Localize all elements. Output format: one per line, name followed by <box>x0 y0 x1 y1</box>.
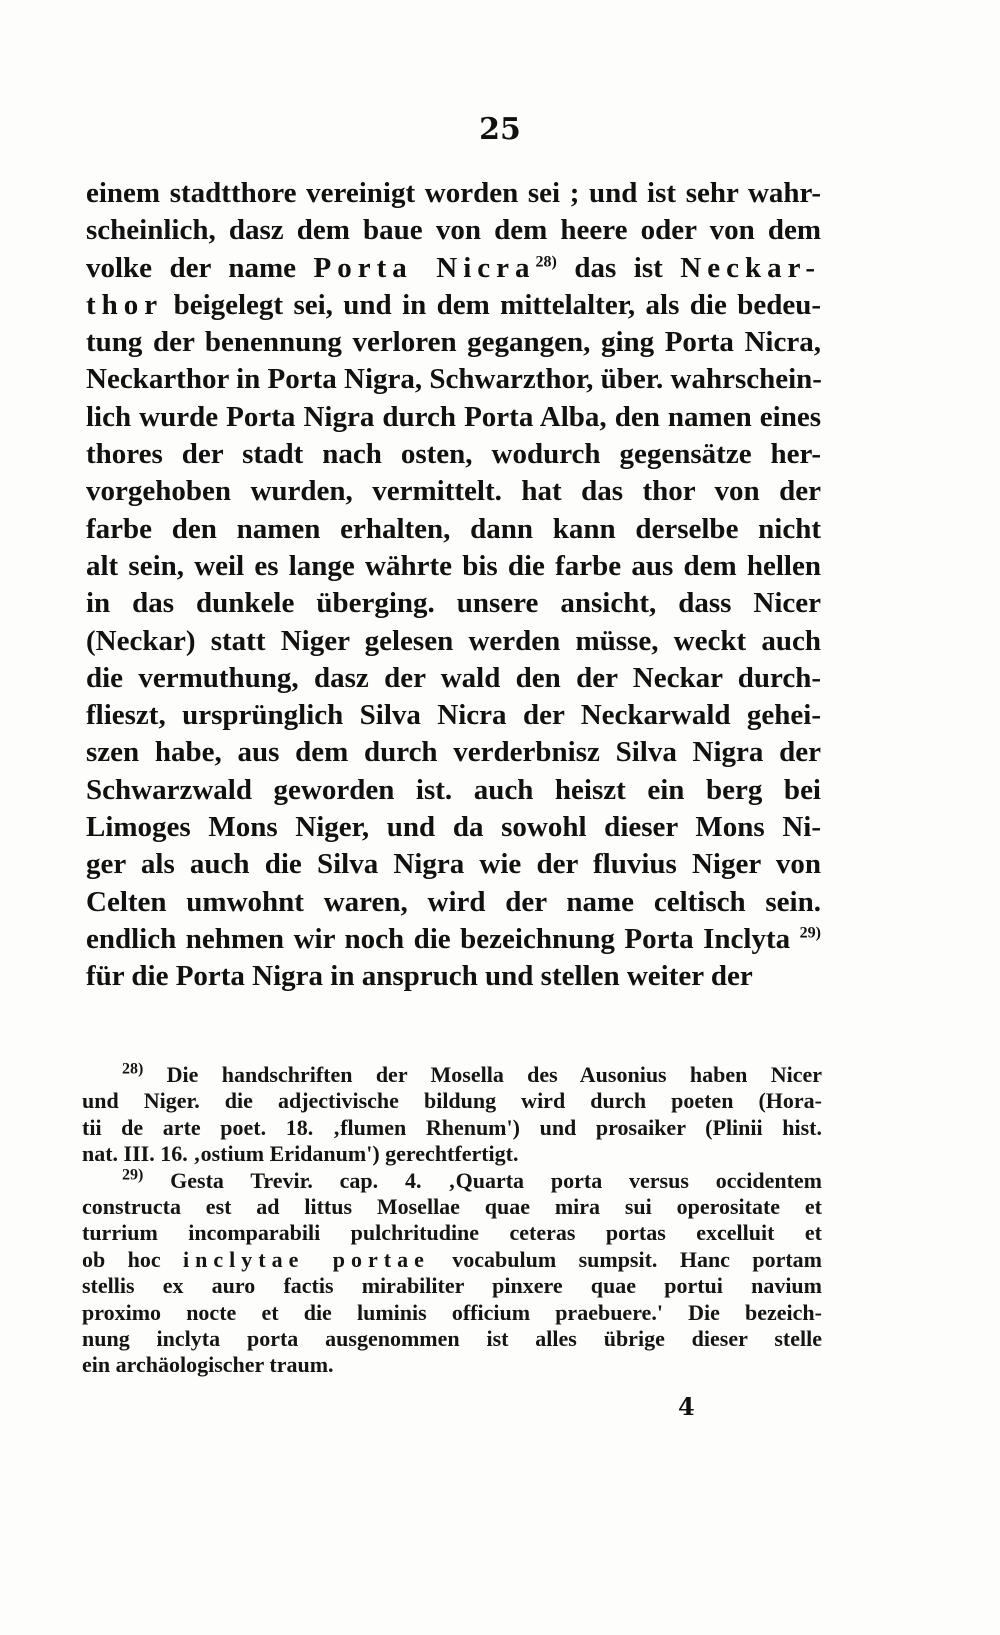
text-line: Celten umwohnt waren, wird der name celtisch sein. <box>86 885 821 918</box>
text-line: ger als auch die Silva Nigra wie der fluvius Niger von <box>86 848 821 881</box>
text-line <box>86 250 821 287</box>
text-segment: beigelegt sei, und in dem mittelalter, als die bedeu- <box>173 288 821 321</box>
footnote-marker: 29) <box>122 1166 144 1184</box>
footnote-line: ein archäologischer traum. <box>82 1352 334 1378</box>
spaced-term: thor <box>86 288 164 321</box>
text-segment: Gesta Trevir. cap. 4. ‚Quarta porta versus occidentem <box>170 1167 822 1193</box>
footnote-line: nat. III. 16. ‚ostium Eridanum') gerechtfertigt. <box>82 1141 519 1167</box>
text-line: für die Porta Nigra in anspruch und stellen weiter der <box>86 960 753 993</box>
text-line: Limoges Mons Niger, und da sowohl dieser Mons Ni- <box>86 811 821 844</box>
text-line: thores der stadt nach osten, wodurch gegensätze her- <box>86 438 821 471</box>
text-line: Neckarthor in Porta Nigra, Schwarzthor, über. wahrschein- <box>86 363 822 396</box>
footnote-line: tii de arte poet. 18. ‚flumen Rhenum') und prosaiker (Plinii hist. <box>82 1114 822 1140</box>
text-line: in das dunkele überging. unsere ansicht, dass Nicer <box>86 587 821 620</box>
page-number: 25 <box>479 112 521 147</box>
footnote-line: nung inclyta porta ausgenommen ist alles übrige dieser stelle <box>82 1326 822 1352</box>
text-line: vorgehoben wurden, vermittelt. hat das thor von der <box>86 475 821 508</box>
text-segment: endlich nehmen wir noch die bezeichnung Porta Inclyta <box>86 922 791 955</box>
footnote-line <box>82 1247 822 1273</box>
text-line: lich wurde Porta Nigra durch Porta Alba, den namen eines <box>86 400 821 433</box>
spaced-term: Porta Nicra <box>313 251 536 284</box>
text-line <box>86 921 821 958</box>
spaced-term: inclytae portae <box>183 1246 430 1272</box>
footnote-marker: 28) <box>122 1060 144 1078</box>
text-segment: Die handschriften der Mosella des Ausonius haben Nicer <box>166 1062 822 1087</box>
text-line: (Neckar) statt Niger gelesen werden müsse, weckt auch <box>86 624 821 657</box>
text-line: die vermuthung, dasz der wald den der Neckar durch- <box>86 661 821 694</box>
text-segment: ob hoc <box>82 1246 161 1272</box>
footnote-line <box>82 1062 822 1088</box>
text-line: einem stadtthore vereinigt worden sei ; und ist sehr wahr- <box>86 177 821 209</box>
text-line: alt sein, weil es lange währte bis die farbe aus dem hellen <box>86 549 821 582</box>
text-line: szen habe, aus dem durch verderbnisz Silva Nigra der <box>86 736 821 769</box>
footnote-line: proximo nocte et die luminis officium praebuere.' Die bezeich- <box>82 1299 822 1325</box>
signature-mark: 4 <box>678 1392 695 1421</box>
footnote-line <box>82 1168 822 1194</box>
footnote-line: turrium incomparabili pulchritudine ceteras portas excelluit et <box>82 1220 822 1246</box>
text-line: tung der benennung verloren gegangen, ging Porta Nicra, <box>86 326 821 359</box>
footnote-line: constructa est ad littus Mosellae quae mira sui operositate et <box>82 1194 822 1220</box>
text-segment: volke der name <box>86 251 297 284</box>
footnotes-block <box>82 1062 822 1379</box>
text-segment: vocabulum sumpsit. Hanc portam <box>452 1246 822 1272</box>
spaced-term: Neckar- <box>680 251 822 284</box>
main-text-block <box>86 175 821 996</box>
footnote-ref: 29) <box>799 924 821 942</box>
text-line: flieszt, ursprünglich Silva Nicra der Neckarwald gehei- <box>86 699 821 732</box>
footnote-line: und Niger. die adjectivische bildung wird durch poeten (Hora- <box>82 1088 822 1114</box>
text-segment: das ist <box>574 251 663 284</box>
footnote-line: stellis ex auro factis mirabiliter pinxere quae portui navium <box>82 1273 822 1299</box>
bleed-through-text <box>112 1024 812 1044</box>
text-line: Schwarzwald geworden ist. auch heiszt ein berg bei <box>86 773 821 806</box>
text-line <box>86 287 821 324</box>
text-line: scheinlich, dasz dem baue von dem heere oder von dem <box>86 214 821 247</box>
footnote-ref: 28) <box>535 252 557 270</box>
text-line: farbe den namen erhalten, dann kann derselbe nicht <box>86 512 821 545</box>
